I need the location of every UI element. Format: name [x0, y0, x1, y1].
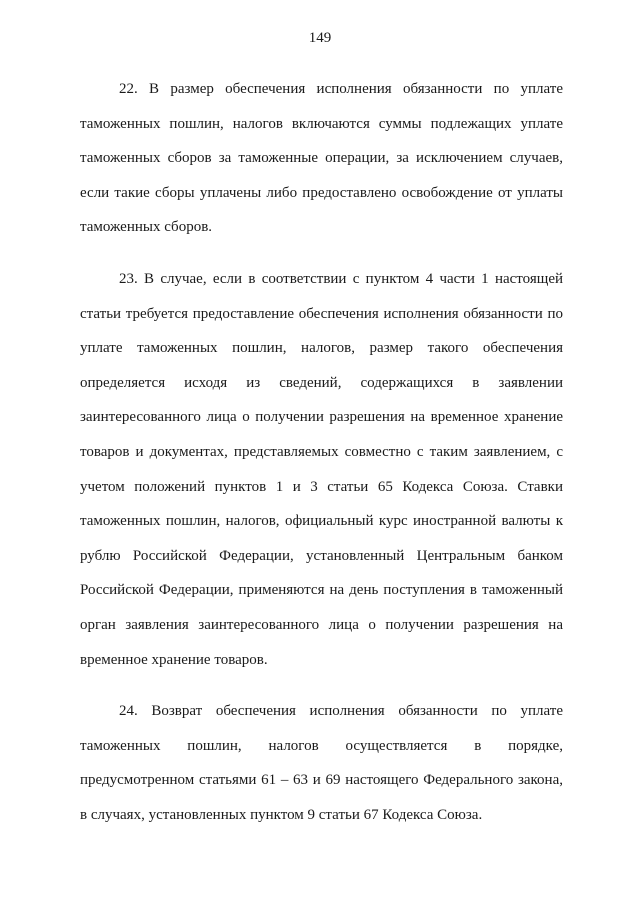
text-line: рублю Российской Федерации, установленный Центральным банком	[80, 547, 563, 564]
text-line: в случаях, установленных пунктом 9 статьи 67 Кодекса Союза.	[80, 806, 483, 823]
page-number: 149	[308, 30, 332, 46]
text-line: определяется исходя из сведений, содержащихся в заявлении	[80, 374, 563, 391]
text-line: статьи требуется предоставление обеспечения исполнения обязанности по	[80, 305, 563, 322]
text-line: 22. В размер обеспечения исполнения обязанности по уплате	[119, 81, 563, 97]
text-line: если такие сборы уплачены либо предоставлено освобождение от уплаты	[80, 184, 563, 201]
text-line: таможенных сборов.	[80, 219, 213, 236]
text-line: товаров и документах, представляемых совместно с таким заявлением, с	[80, 443, 563, 460]
text-line: орган заявления заинтересованного лица о получении разрешения на	[80, 616, 563, 633]
text-line: уплате таможенных пошлин, налогов, размер такого обеспечения	[80, 340, 563, 357]
text-line: таможенных пошлин, налогов включаются суммы подлежащих уплате	[80, 115, 563, 132]
document-body	[80, 72, 563, 849]
text-line: предусмотренном статьями 61 – 63 и 69 настоящего Федерального закона,	[80, 772, 563, 789]
text-line: учетом положений пунктов 1 и 3 статьи 65 Кодекса Союза. Ставки	[80, 478, 563, 495]
text-line: таможенных пошлин, налогов, официальный курс иностранной валюты к	[80, 513, 563, 530]
paragraph-24	[80, 694, 563, 832]
text-line: заинтересованного лица о получении разрешения на временное хранение	[80, 409, 563, 426]
text-line: 24. Возврат обеспечения исполнения обязанности по уплате	[119, 703, 563, 720]
text-line: Российской Федерации, применяются на день поступления в таможенный	[80, 582, 563, 599]
paragraph-23	[80, 262, 563, 677]
text-line: временное хранение товаров.	[80, 651, 268, 668]
text-line: таможенных сборов за таможенные операции, за исключением случаев,	[80, 150, 563, 167]
text-line: таможенных пошлин, налогов осуществляется в порядке,	[80, 737, 563, 754]
paragraph-22	[80, 72, 563, 245]
text-line: 23. В случае, если в соответствии с пунктом 4 части 1 настоящей	[119, 270, 563, 287]
